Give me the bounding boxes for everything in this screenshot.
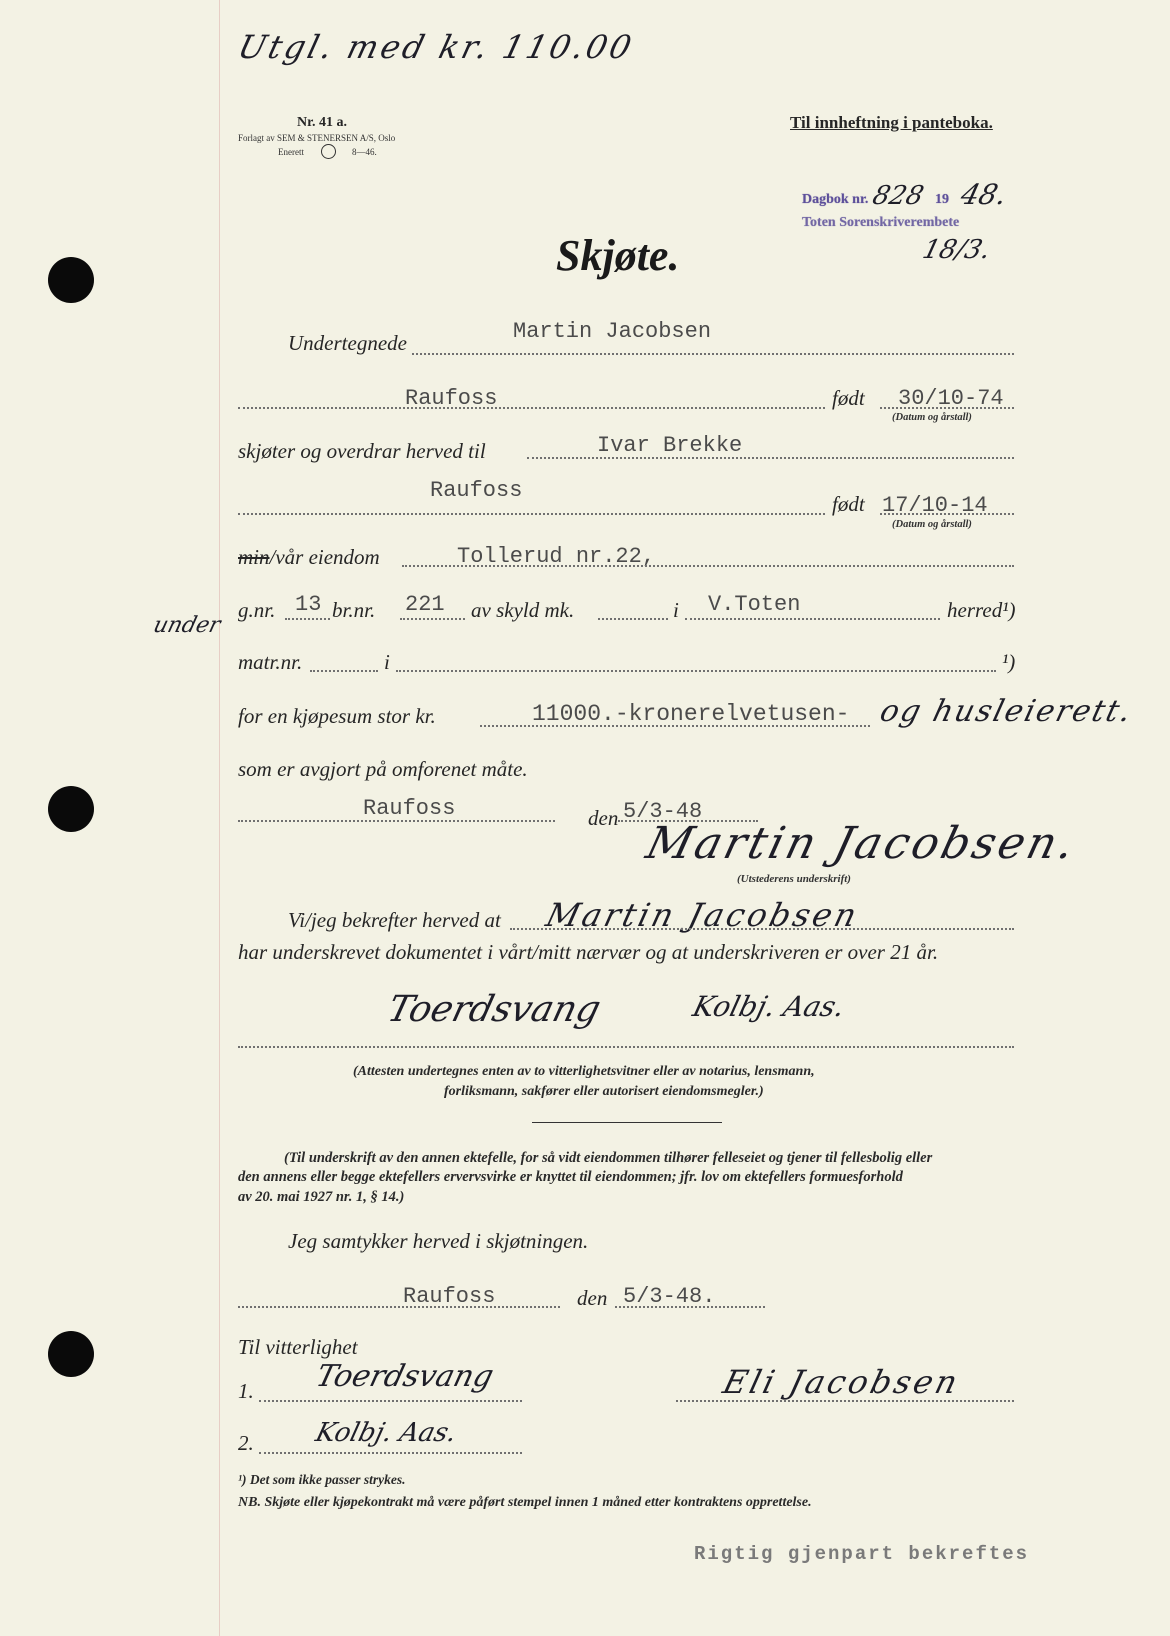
edition-label: 8—46. bbox=[352, 147, 377, 157]
witness-number: 2. bbox=[238, 1431, 254, 1455]
property-owner-label bbox=[238, 547, 380, 568]
price-addition: og husleierett. bbox=[876, 694, 1137, 729]
spouse-note-line: (Til underskrift av den annen ektefelle, for så vidt eiendommen tilhører felleseiet og tjener til fellesbolig eller bbox=[284, 1150, 933, 1166]
price-settlement: som er avgjort på omforenet måte. bbox=[238, 757, 528, 781]
dotted-line bbox=[480, 725, 870, 727]
matr-footnote-mark: ¹) bbox=[1002, 650, 1016, 674]
attestation-intro: Vi/jeg bekrefter herved at bbox=[288, 908, 501, 932]
matr-label: matr.nr. bbox=[238, 650, 303, 674]
dotted-line bbox=[402, 565, 1014, 567]
buyer-born-hint: (Datum og årstall) bbox=[892, 519, 972, 530]
margin-note: under bbox=[150, 613, 223, 638]
dotted-line bbox=[238, 820, 555, 822]
dotted-line bbox=[310, 670, 378, 672]
dotted-line bbox=[238, 407, 825, 409]
dotted-line bbox=[527, 457, 1014, 459]
publisher-logo bbox=[321, 144, 336, 159]
copyright-label: Enerett bbox=[278, 147, 304, 157]
footnote-nb: NB. Skjøte eller kjøpekontrakt må være påført stempel innen 1 måned etter kontraktens opprettelse. bbox=[238, 1495, 812, 1510]
dotted-line bbox=[676, 1400, 1014, 1402]
stamp-journal-number: 828 bbox=[869, 181, 927, 211]
witness-heading: Til vitterlighet bbox=[238, 1335, 358, 1359]
property-name: Tollerud nr.22, bbox=[457, 544, 656, 569]
attested-signer: Martin Jacobsen bbox=[542, 896, 864, 934]
document-title: Skjøte. bbox=[556, 231, 680, 280]
property-owner-struck: min bbox=[238, 545, 270, 569]
dotted-line bbox=[615, 1306, 765, 1308]
matr-in-label: i bbox=[384, 650, 390, 674]
certification-stamp: Rigtig gjenpart bekreftes bbox=[694, 1543, 1030, 1565]
price-label: for en kjøpesum stor kr. bbox=[238, 704, 436, 728]
dotted-line bbox=[412, 353, 1014, 355]
consent-text: Jeg samtykker herved i skjøtningen. bbox=[288, 1229, 589, 1253]
seller-label: Undertegnede bbox=[288, 331, 407, 355]
attestation-note: (Attesten undertegnes enten av to vitterlighetsvitner eller av notarius, lensmann, bbox=[353, 1064, 815, 1079]
consent-date: 5/3-48. bbox=[623, 1284, 716, 1309]
dotted-line bbox=[685, 618, 940, 620]
binding-note: Til innheftning i panteboka. bbox=[790, 113, 993, 132]
publisher-line: Forlagt av SEM & STENERSEN A/S, Oslo bbox=[238, 133, 396, 143]
punch-hole bbox=[48, 257, 94, 303]
punch-hole bbox=[48, 1331, 94, 1377]
witness-signature: Toerdsvang bbox=[383, 989, 605, 1030]
stamp-year: 48. bbox=[957, 178, 1011, 211]
dotted-line bbox=[259, 1452, 522, 1454]
dotted-line bbox=[880, 513, 1014, 515]
seller-born-hint: (Datum og årstall) bbox=[892, 412, 972, 423]
dotted-line bbox=[880, 407, 1014, 409]
signing-date: 5/3-48 bbox=[623, 799, 703, 824]
spouse-signature: Eli Jacobsen bbox=[719, 1363, 965, 1401]
punch-hole bbox=[48, 786, 94, 832]
gnr-value: 13 bbox=[295, 592, 322, 617]
dotted-line bbox=[238, 1306, 560, 1308]
herred-label: herred¹) bbox=[947, 598, 1016, 622]
seller-born-label: født bbox=[832, 386, 865, 410]
price-amount: 11000.-kronerelvetusen- bbox=[532, 701, 850, 727]
dotted-line bbox=[400, 618, 465, 620]
witness-number: 1. bbox=[238, 1379, 254, 1403]
dotted-line bbox=[238, 513, 825, 515]
gnr-label: g.nr. bbox=[238, 598, 276, 622]
attestation-note: forliksmann, sakfører eller autorisert eiendomsmegler.) bbox=[444, 1084, 764, 1099]
dotted-line bbox=[598, 618, 668, 620]
dotted-line bbox=[238, 1046, 1014, 1048]
form-number: Nr. 41 a. bbox=[297, 115, 348, 130]
signing-place: Raufoss bbox=[363, 796, 456, 821]
buyer-born-date: 17/10-14 bbox=[882, 493, 988, 518]
dotted-line bbox=[259, 1400, 522, 1402]
signing-den-label: den bbox=[588, 806, 619, 830]
stamp-office: Toten Sorenskriverembete bbox=[802, 215, 960, 230]
buyer-born-label: født bbox=[832, 492, 865, 516]
margin-line bbox=[219, 0, 220, 1636]
separator-rule bbox=[532, 1122, 722, 1123]
seller-place: Raufoss bbox=[405, 386, 498, 411]
in-label: i bbox=[673, 598, 679, 622]
witness-signature: Kolbj. Aas. bbox=[689, 990, 849, 1023]
consent-place: Raufoss bbox=[403, 1284, 496, 1309]
dotted-line bbox=[396, 670, 996, 672]
buyer-label: skjøter og overdrar herved til bbox=[238, 439, 486, 463]
buyer-name: Ivar Brekke bbox=[597, 433, 743, 458]
issuer-signature-caption: (Utstederens underskrift) bbox=[737, 873, 851, 885]
stamp-year-prefix: 19 bbox=[935, 192, 949, 207]
spouse-note-line: den annens eller begge ektefellers ervervsvirke er knyttet til eiendommen; jfr. lov om ektefellers formuesforhold bbox=[238, 1169, 903, 1185]
consent-witness-signature: Kolbj. Aas. bbox=[312, 1418, 460, 1448]
consent-den-label: den bbox=[577, 1286, 608, 1310]
bnr-value: 221 bbox=[405, 592, 445, 617]
spouse-note-line: av 20. mai 1927 nr. 1, § 14.) bbox=[238, 1189, 405, 1205]
dotted-line bbox=[285, 618, 330, 620]
buyer-place: Raufoss bbox=[430, 478, 523, 503]
dotted-line bbox=[510, 928, 1014, 930]
municipality: V.Toten bbox=[708, 592, 801, 617]
bnr-label: br.nr. bbox=[332, 598, 376, 622]
consent-witness-signature: Toerdsvang bbox=[312, 1359, 498, 1394]
attestation-statement: har underskrevet dokumentet i vårt/mitt nærvær og at underskriveren er over 21 år. bbox=[238, 940, 939, 964]
seller-name: Martin Jacobsen bbox=[513, 319, 712, 344]
stamp-journal-label: Dagbok nr. bbox=[802, 192, 869, 207]
property-owner-text: /vår eiendom bbox=[269, 545, 380, 569]
handwritten-fee-note: Utgl. med kr. 110.00 bbox=[234, 28, 639, 66]
issuer-signature: Martin Jacobsen. bbox=[641, 818, 1083, 869]
skyld-label: av skyld mk. bbox=[471, 598, 575, 622]
stamp-date: 18/3. bbox=[919, 235, 994, 265]
seller-born-date: 30/10-74 bbox=[898, 386, 1004, 411]
footnote-strike: ¹) Det som ikke passer strykes. bbox=[238, 1472, 406, 1487]
